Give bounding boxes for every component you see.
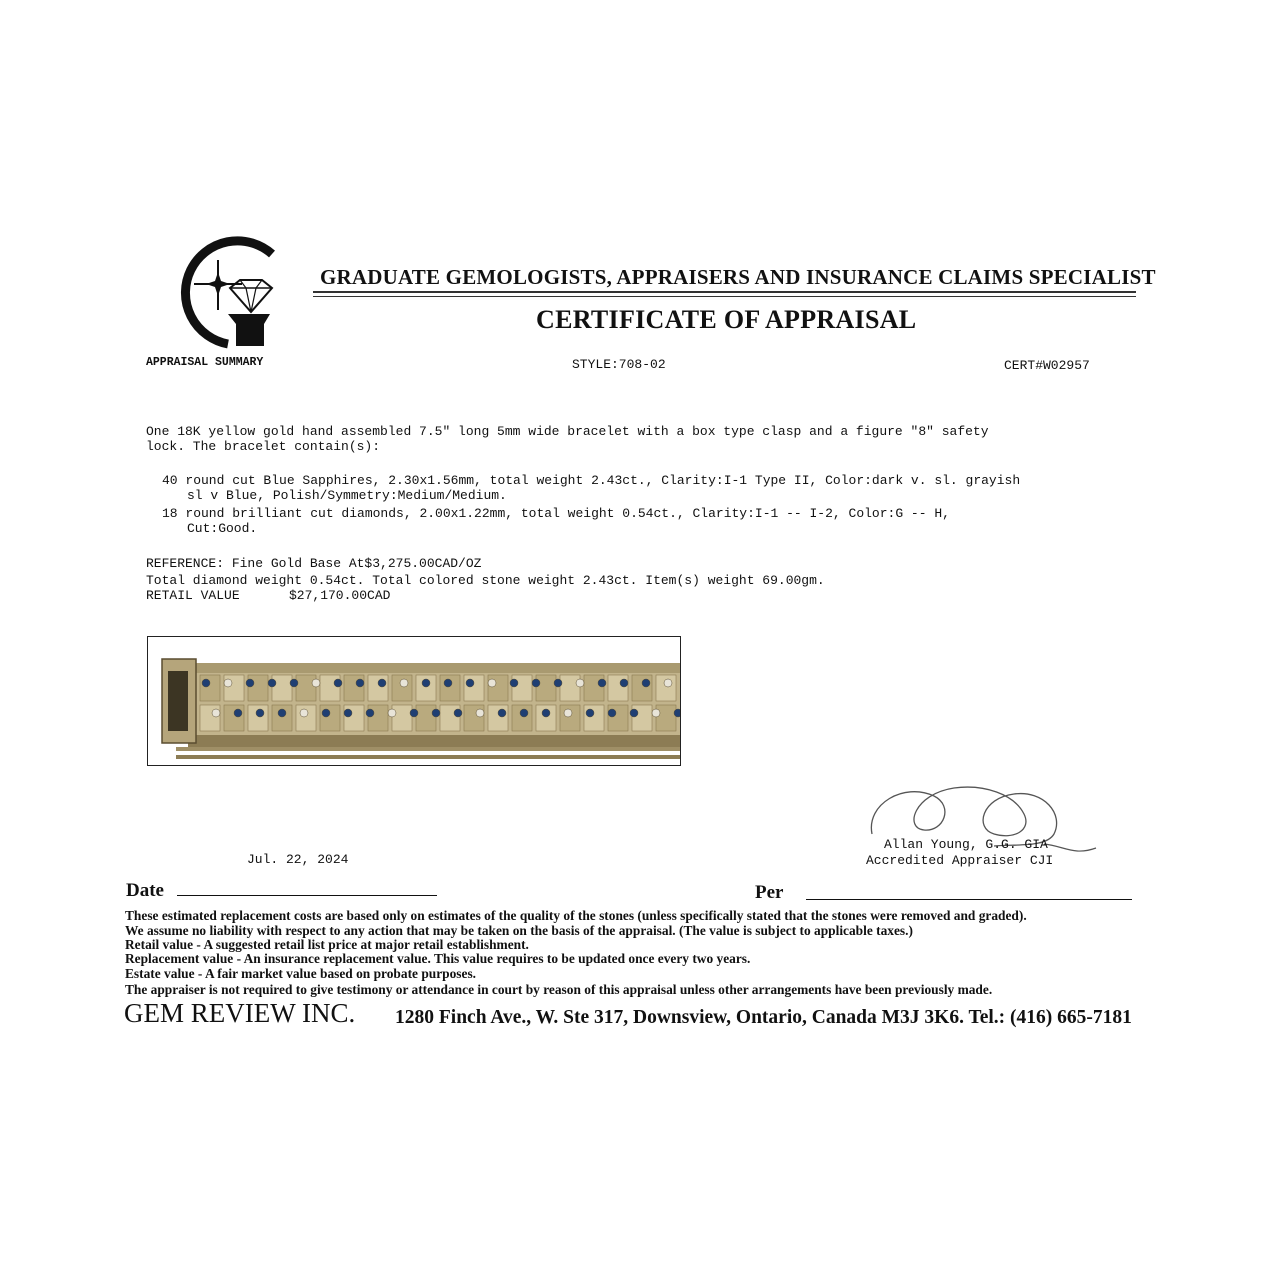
diamond-stone <box>224 679 232 687</box>
sapphire-stone <box>378 679 386 687</box>
diamond-stone <box>476 709 484 717</box>
sapphire-stone <box>322 709 330 717</box>
bracelet-link <box>416 705 436 731</box>
company-logo <box>160 232 290 350</box>
retail-value-label: RETAIL VALUE <box>146 588 240 603</box>
bracelet-link <box>560 705 580 731</box>
bracelet-link <box>200 675 220 701</box>
bracelet-link <box>632 675 652 701</box>
bracelet-link <box>296 705 316 731</box>
sapphire-item-line-1: 40 round cut Blue Sapphires, 2.30x1.56mm, total weight 2.43ct., Clarity:I-1 Type II, Color:dark v. sl. grayish <box>162 473 1021 488</box>
date-label: Date <box>126 880 164 901</box>
date-signature-line <box>177 895 437 896</box>
diamond-stone <box>300 709 308 717</box>
bracelet-link <box>224 705 244 731</box>
description-line-1: One 18K yellow gold hand assembled 7.5" long 5mm wide bracelet with a box type clasp and a figure "8" safety <box>146 424 989 439</box>
sapphire-stone <box>466 679 474 687</box>
sapphire-stone <box>256 709 264 717</box>
sapphire-stone <box>674 709 681 717</box>
appraisal-date: Jul. 22, 2024 <box>247 852 349 867</box>
bracelet-link <box>560 675 580 701</box>
sapphire-stone <box>432 709 440 717</box>
per-signature-line <box>806 899 1132 900</box>
diamond-stone <box>564 709 572 717</box>
disclaimer-line-4: Replacement value - An insurance replacement value. This value requires to be updated once every two years. <box>125 951 751 966</box>
sapphire-stone <box>586 709 594 717</box>
diamond-stone <box>312 679 320 687</box>
sapphire-stone <box>234 709 242 717</box>
disclaimer-line-1: These estimated replacement costs are based only on estimates of the quality of the stones (unless specifically stated that the stones were removed and graded). <box>125 908 1027 923</box>
sapphire-stone <box>422 679 430 687</box>
appraiser-name: Allan Young, G.G. GIA <box>884 837 1048 852</box>
bracelet-image <box>148 637 681 766</box>
diamond-item-line-1: 18 round brilliant cut diamonds, 2.00x1.22mm, total weight 0.54ct., Clarity:I-1 -- I-2, Color:G -- H, <box>162 506 950 521</box>
disclaimer-line-6: The appraiser is not required to give testimony or attendance in court by reason of this appraisal unless other arrangements have been previously made. <box>125 982 993 997</box>
bracelet-link <box>536 675 556 701</box>
sapphire-stone <box>356 679 364 687</box>
disclaimer-line-5: Estate value - A fair market value based on probate purposes. <box>125 966 477 981</box>
sapphire-stone <box>542 709 550 717</box>
bracelet-link <box>512 705 532 731</box>
diamond-stone <box>400 679 408 687</box>
bracelet-link <box>656 705 676 731</box>
disclaimer-line-3: Retail value - A suggested retail list price at major retail establishment. <box>125 937 529 952</box>
sapphire-stone <box>366 709 374 717</box>
diamond-stone <box>652 709 660 717</box>
diamond-stone <box>488 679 496 687</box>
diamond-stone <box>212 709 220 717</box>
sapphire-stone <box>410 709 418 717</box>
sapphire-stone <box>608 709 616 717</box>
sapphire-item-line-2: sl v Blue, Polish/Symmetry:Medium/Medium. <box>187 488 507 503</box>
diamond-item-line-2: Cut:Good. <box>187 521 258 536</box>
diamond-stone <box>576 679 584 687</box>
bracelet-link <box>296 675 316 701</box>
sapphire-stone <box>344 709 352 717</box>
bracelet-link <box>440 675 460 701</box>
bracelet-link <box>392 705 412 731</box>
sapphire-stone <box>202 679 210 687</box>
sapphire-stone <box>290 679 298 687</box>
sapphire-stone <box>520 709 528 717</box>
description-line-2: lock. The bracelet contain(s): <box>146 439 381 454</box>
bracelet-link <box>320 705 340 731</box>
disclaimer-line-2: We assume no liability with respect to any action that may be taken on the basis of the appraisal. (The value is subject to applicable taxes.) <box>125 923 913 938</box>
sapphire-stone <box>554 679 562 687</box>
sapphire-stone <box>642 679 650 687</box>
bracelet-link <box>272 675 292 701</box>
sapphire-stone <box>444 679 452 687</box>
bracelet-photo <box>147 636 681 766</box>
diamond-stone <box>664 679 672 687</box>
bracelet-link <box>656 675 676 701</box>
bracelet-link <box>248 705 268 731</box>
bracelet-link <box>368 675 388 701</box>
sapphire-stone <box>598 679 606 687</box>
sapphire-stone <box>620 679 628 687</box>
weight-totals: Total diamond weight 0.54ct. Total colored stone weight 2.43ct. Item(s) weight 69.00gm. <box>146 573 825 588</box>
gold-reference: REFERENCE: Fine Gold Base At$3,275.00CAD/OZ <box>146 556 482 571</box>
sapphire-stone <box>454 709 462 717</box>
bracelet-link <box>464 675 484 701</box>
appraisal-summary-label: APPRAISAL SUMMARY <box>146 356 264 369</box>
sapphire-stone <box>334 679 342 687</box>
retail-value: $27,170.00CAD <box>289 588 391 603</box>
diamond-stone <box>388 709 396 717</box>
sapphire-stone <box>630 709 638 717</box>
style-number: STYLE:708-02 <box>572 357 666 372</box>
per-label: Per <box>755 882 784 903</box>
company-name: GEM REVIEW INC. <box>124 998 356 1028</box>
header-rule <box>313 291 1136 293</box>
sapphire-stone <box>532 679 540 687</box>
sapphire-stone <box>278 709 286 717</box>
certificate-title: CERTIFICATE OF APPRAISAL <box>536 305 917 334</box>
bracelet-link <box>488 705 508 731</box>
header-rule-thin <box>313 296 1136 297</box>
appraiser-title: Accredited Appraiser CJI <box>866 853 1054 868</box>
sapphire-stone <box>498 709 506 717</box>
company-address: 1280 Finch Ave., W. Ste 317, Downsview, Ontario, Canada M3J 3K6. Tel.: (416) 665-7181 <box>395 1007 1132 1028</box>
bracelet-link <box>584 705 604 731</box>
header-title: GRADUATE GEMOLOGISTS, APPRAISERS AND INSURANCE CLAIMS SPECIALIST <box>320 265 1156 289</box>
bracelet-link <box>392 675 412 701</box>
sapphire-stone <box>246 679 254 687</box>
cert-number: CERT#W02957 <box>1004 358 1090 373</box>
sapphire-stone <box>268 679 276 687</box>
sapphire-stone <box>510 679 518 687</box>
